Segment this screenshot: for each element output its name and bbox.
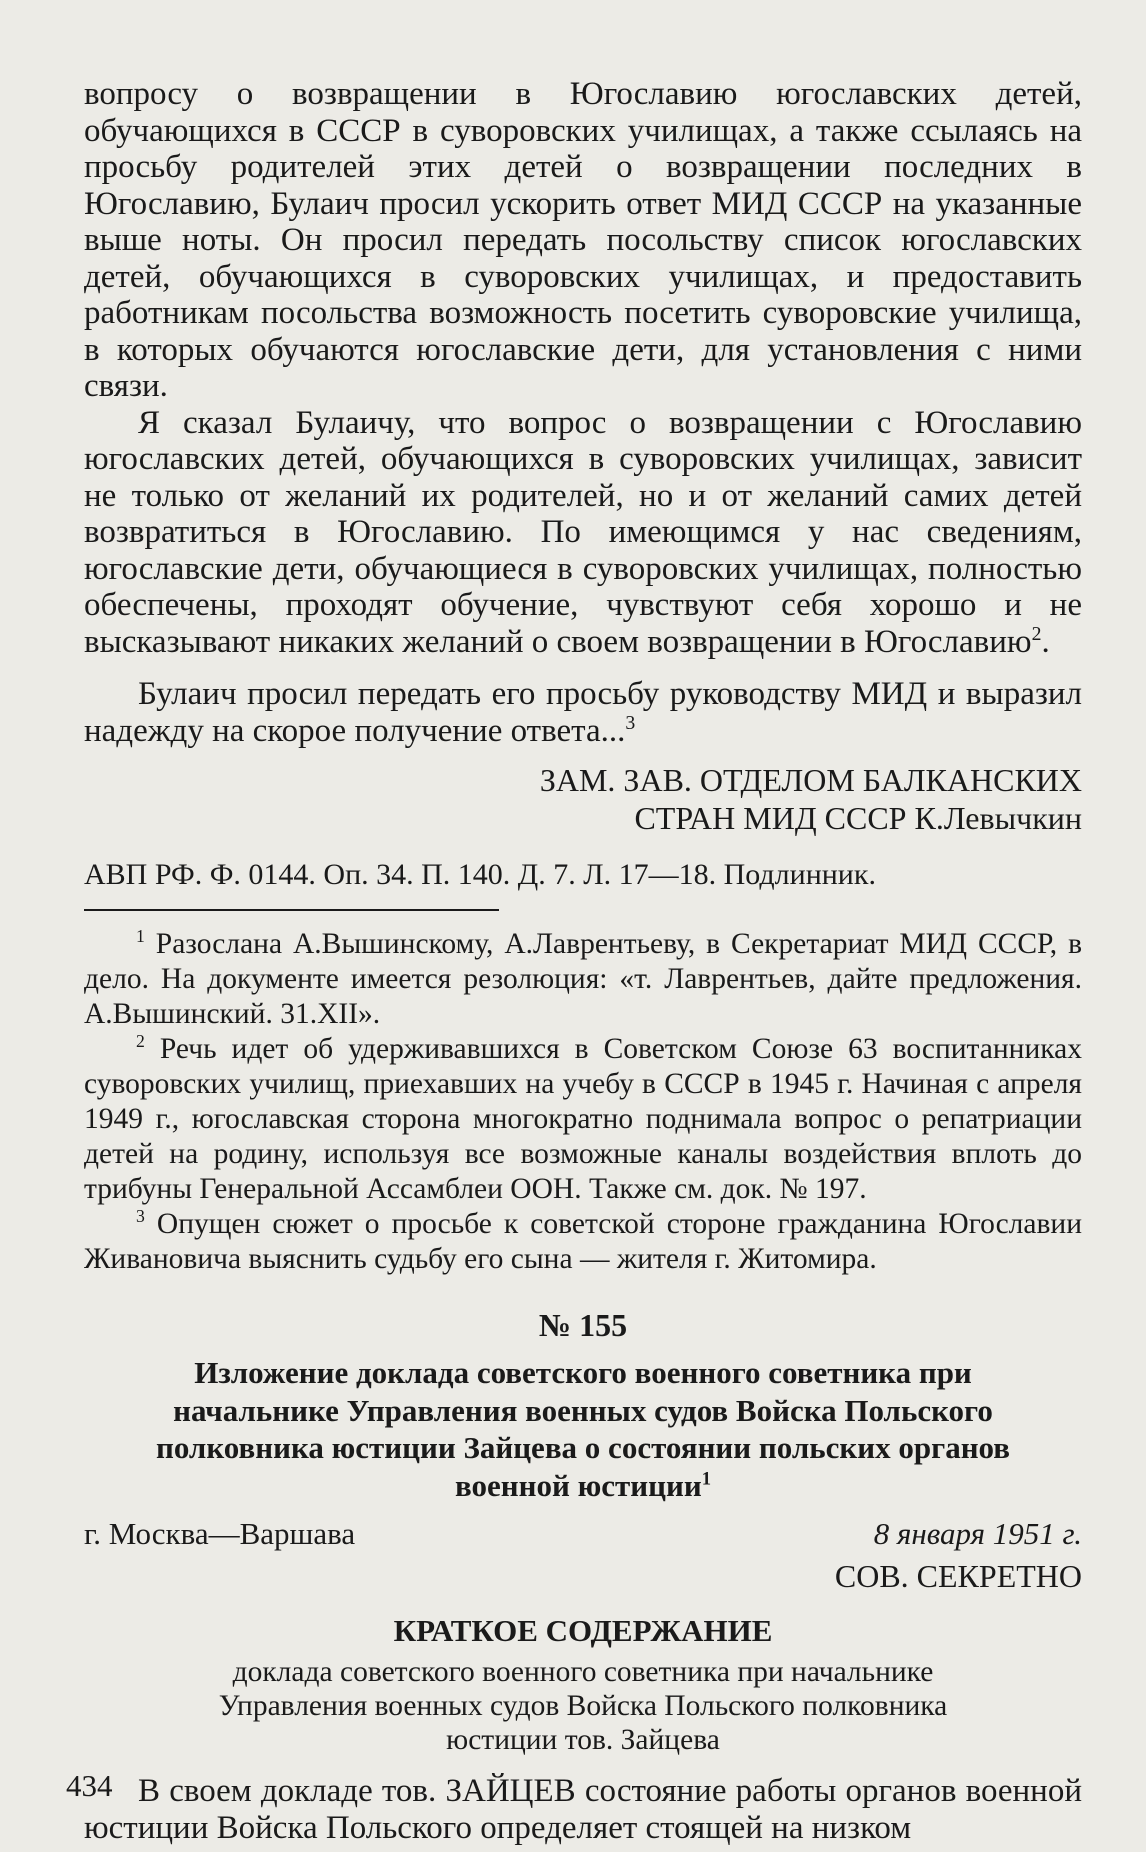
footnote-ref-3: 3 (625, 711, 636, 734)
title-footnote-ref: 1 (701, 1468, 712, 1490)
footnote-text: Речь идет об удерживавшихся в Советском Союзе 63 воспитанниках суворовских училищ, приехавших на учебу в СССР в 1945 г. Начиная с апреля 1949 г., югославская сторона многократно поднимала вопрос о репатриации детей на родину, используя все возможные каналы воздействия вплоть до трибуны Генеральной Ассамблеи ООН. Также см. док. № 197. (84, 1033, 1082, 1205)
document-title-text: Изложение доклада советского военного советника при начальнике Управления военных судов Войска Польского полковника юстиции Зайцева о состоянии польских органов военной юстиции (155, 1355, 1011, 1503)
place-date-line (84, 1516, 1082, 1552)
footnote-mark: 1 (136, 926, 145, 947)
document-date: 8 января 1951 г. (873, 1516, 1082, 1551)
classification-stamp: СОВ. СЕКРЕТНО (834, 1558, 1082, 1594)
summary-subtitle-2: Управления военных судов Войска Польского полковника (218, 1690, 948, 1722)
document-tail (84, 76, 1082, 1846)
footnote-text: Разослана А.Вышинскому, А.Лаврентьеву, в Секретариат МИД СССР, в дело. На документе имеется резолюция: «т. Лаврентьев, дайте предложения. А.Вышинский. 31.XII». (84, 928, 1082, 1030)
footnote-2 (84, 1032, 1082, 1207)
footnote-3 (84, 1207, 1082, 1277)
document-place: г. Москва—Варшава (84, 1516, 356, 1551)
paragraph-3-text: Булаич просил передать его просьбу руководству МИД и выразил надежду на скорое получение ответа... (84, 676, 1082, 749)
paragraph-2-end: . (1041, 623, 1050, 660)
footnote-ref-2: 2 (1031, 622, 1042, 645)
paragraph-1: вопросу о возвращении в Югославию югославских детей, обучающихся в СССР в суворовских училищах, а также ссылаясь на просьбу родителей этих детей о возвращении последних в Югославию, Булаич просил ускорить ответ МИД СССР на указанные выше ноты. Он просил передать посольству список югославских детей, обучающихся в суворовских училищах, и предоставить работникам посольства возможность посетить суворовские училища, в которых обучаются югославские дети, для установления с ними связи. (84, 76, 1082, 404)
document-155-body: В своем докладе тов. ЗАЙЦЕВ состояние работы органов военной юстиции Войска Польского определяет стоящей на низком (84, 1773, 1082, 1846)
summary-subtitle-1: доклада советского военного советника при начальнике (232, 1656, 934, 1688)
footnotes (84, 927, 1082, 1277)
paragraph-2 (84, 405, 1082, 661)
footnote-text: Опущен сюжет о просьбе к советской стороне гражданина Югославии Живановича выяснить судьбу его сына — жителя г. Житомира. (84, 1208, 1083, 1275)
document-number: № 155 (538, 1307, 628, 1343)
paragraph-3 (84, 676, 1082, 749)
footnote-divider (84, 909, 499, 911)
summary-heading: КРАТКОЕ СОДЕРЖАНИЕ (393, 1613, 773, 1648)
footnote-mark: 3 (136, 1206, 145, 1227)
footnote-mark: 2 (136, 1031, 145, 1052)
footnote-1 (84, 927, 1082, 1032)
summary-subtitle-3: юстиции тов. Зайцева (446, 1724, 720, 1756)
page-number: 434 (66, 1768, 113, 1803)
archive-reference: АВП РФ. Ф. 0144. Оп. 34. П. 140. Д. 7. Л. 17—18. Подлинник. (84, 858, 876, 891)
document-title (84, 1354, 1082, 1504)
signature-line-1: ЗАМ. ЗАВ. ОТДЕЛОМ БАЛКАНСКИХ (539, 762, 1082, 798)
paragraph-2-text: Я сказал Булаичу, что вопрос о возвращении с Югославию югославских детей, обучающихся в суворовских училищах, зависит не только от желаний их родителей, но и от желаний самих детей возвратиться в Югославию. По имеющимся у нас сведениям, югославские дети, обучающиеся в суворовских училищах, полностью обеспечены, проходят обучение, чувствуют себя хорошо и не высказывают никаких желаний о своем возвращении в Югославию (84, 404, 1082, 660)
signature-line-2: СТРАН МИД СССР К.Левычкин (634, 800, 1082, 836)
